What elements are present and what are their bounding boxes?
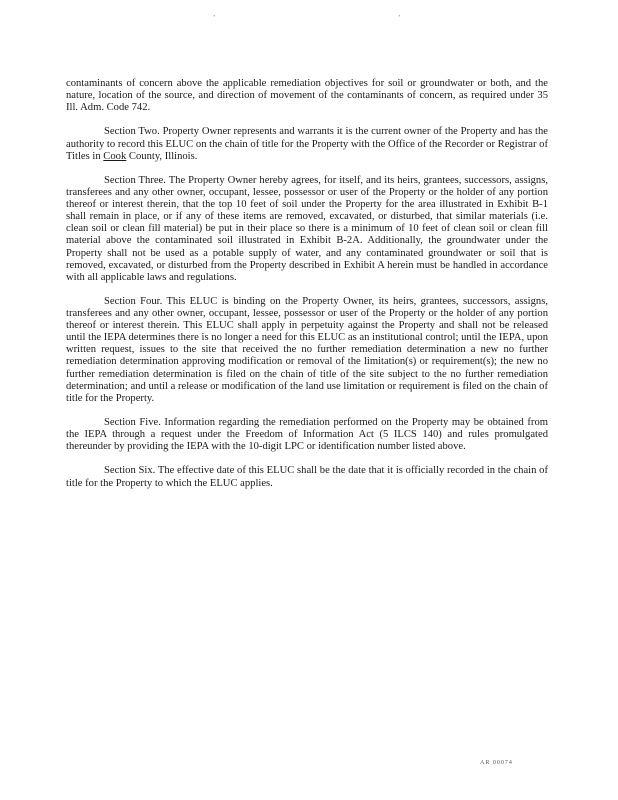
paragraph-section-six: Section Six. The effective date of this ELUC shall be the date that it is officially recorded in the chain of title for the Property to which the ELUC applies.: [66, 465, 548, 489]
document-body: [66, 78, 548, 502]
paragraph-section-five: Section Five. Information regarding the remediation performed on the Property may be obtained from the IEPA through a request under the Freedom of Information Act (5 ILCS 140) and rules promulgated thereunder by providing the IEPA with the 10-digit LPC or identification number listed above.: [66, 417, 548, 453]
paragraph-contaminants: contaminants of concern above the applicable remediation objectives for soil or groundwater or both, and the nature, location of the source, and direction of movement of the contaminants of concern, as required under 35 Ill. Adm. Code 742.: [66, 78, 548, 114]
header-mark-right: ’: [398, 14, 401, 22]
header-mark-left: ’: [213, 14, 216, 22]
paragraph-section-four: Section Four. This ELUC is binding on the Property Owner, its heirs, grantees, successors, assigns, transferees and any other owner, occupant, lessee, possessor or user of the Property or the holder of any portion thereof or interest therein. This ELUC shall apply in perpetuity against the Property and shall not be released until the IEPA determines there is no longer a need for this ELUC as an institutional control; until the IEPA, upon written request, issues to the site that received the no further remediation determination a new no further remediation determination approving modification or removal of the limitation(s) or requirement(s); the new no further remediation determination is filed on the chain of title of the site subject to the no further remediation determination; and until a release or modification of the land use limitation or requirement is filed on the chain of title for the Property.: [66, 295, 548, 404]
page-stamp: AR 00074: [480, 760, 513, 766]
section-two-text: Section Two. Property Owner represents and warrants it is the current owner of the Property and has the authority to record this ELUC on the chain of title for the Property with the Office of the Recorder or Registrar of Titles in: [66, 126, 548, 162]
section-two-tail: County, Illinois.: [126, 150, 198, 162]
county-name: Cook: [103, 150, 127, 162]
paragraph-section-two: [66, 126, 548, 162]
paragraph-section-three: Section Three. The Property Owner hereby agrees, for itself, and its heirs, grantees, successors, assigns, transferees and any other owner, occupant, lessee, possessor or user of the Property or the holder of any portion thereof or interest therein, that the top 10 feet of soil under the Property for the area illustrated in Exhibit B-1 shall remain in place, or if any of these items are removed, excavated, or disturbed, that similar materials (i.e. clean soil or clean fill material) be put in their place so there is a minimum of 10 feet of clean soil or clean fill material above the contaminated soil illustrated in Exhibit B-2A. Additionally, the groundwater under the Property shall not be used as a potable supply of water, and any contaminated groundwater or soil that is removed, excavated, or disturbed from the Property described in Exhibit A herein must be handled in accordance with all applicable laws and regulations.: [66, 174, 548, 283]
